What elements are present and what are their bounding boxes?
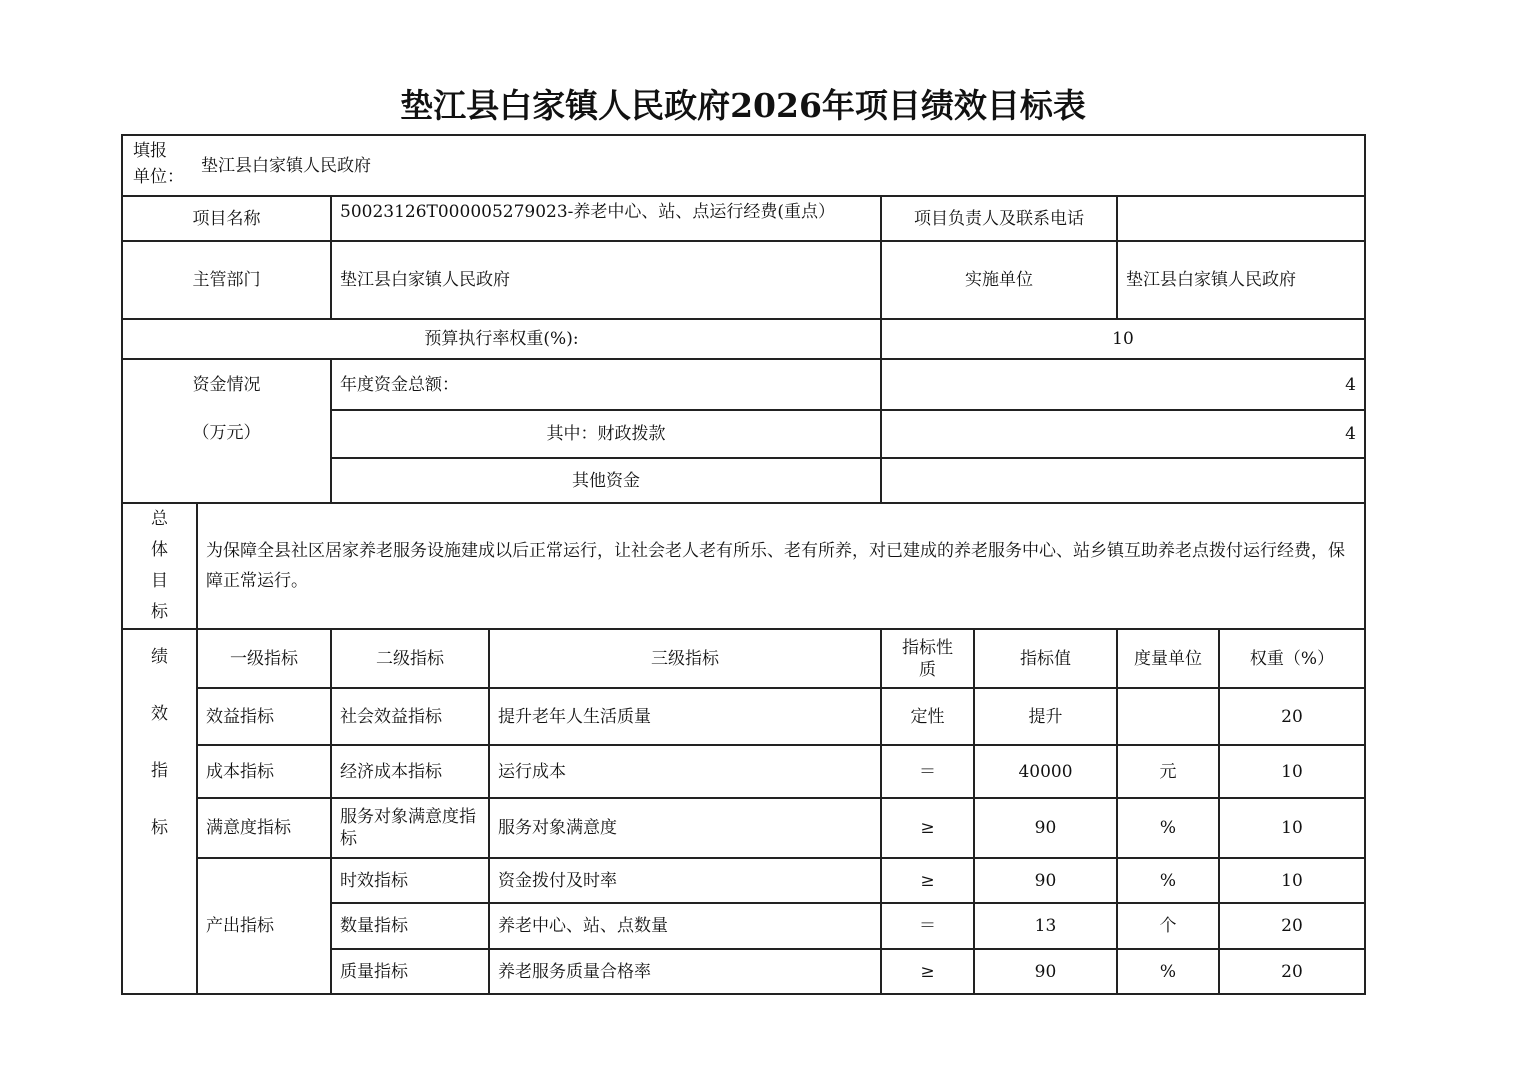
indicator-level3: 养老中心、站、点数量	[489, 903, 881, 949]
indicator-weight: 10	[1219, 798, 1365, 858]
fund-total-value: 4	[881, 359, 1365, 410]
goal-label-char: 标	[151, 602, 168, 622]
fund-fiscal-value: 4	[881, 410, 1365, 458]
department-row	[122, 241, 1365, 319]
header-level2: 二级指标	[331, 629, 489, 688]
indicator-value: 90	[974, 798, 1117, 858]
indicator-level3: 提升老年人生活质量	[489, 688, 881, 745]
project-name-value: 50023126T000005279023-养老中心、站、点运行经费(重点）	[331, 196, 881, 241]
indicator-value: 13	[974, 903, 1117, 949]
funds-unit-label: （万元）	[192, 423, 261, 443]
funds-label: 资金情况	[192, 375, 261, 395]
indicator-weight: 20	[1219, 903, 1365, 949]
indicator-unit: %	[1117, 798, 1219, 858]
indicator-level3: 运行成本	[489, 745, 881, 798]
funds-label-cell	[122, 359, 331, 503]
dept-label: 主管部门	[122, 241, 331, 319]
indicator-level1: 满意度指标	[197, 798, 331, 858]
project-name-row	[122, 196, 1365, 241]
indicator-label-cell	[122, 629, 197, 994]
budget-weight-value: 10	[881, 319, 1365, 359]
goal-label-char: 目	[151, 571, 168, 591]
indicator-unit: 个	[1117, 903, 1219, 949]
performance-target-table	[121, 134, 1366, 995]
page-title: 垫江县白家镇人民政府2026年项目绩效目标表	[400, 86, 1086, 125]
goal-label-char: 总	[151, 509, 168, 529]
indicator-level2: 数量指标	[331, 903, 489, 949]
contact-value	[1117, 196, 1365, 241]
impl-value: 垫江县白家镇人民政府	[1117, 241, 1365, 319]
indicator-level2: 社会效益指标	[331, 688, 489, 745]
impl-label: 实施单位	[881, 241, 1117, 319]
table-row	[122, 688, 1365, 745]
unit-row	[122, 135, 1365, 196]
indicator-nature: ＝	[881, 745, 974, 798]
indicator-weight: 10	[1219, 745, 1365, 798]
fund-other-value	[881, 458, 1365, 503]
fund-total-label: 年度资金总额：	[331, 359, 881, 410]
header-level3: 三级指标	[489, 629, 881, 688]
budget-weight-label: 预算执行率权重(%):	[122, 319, 881, 359]
table-row	[122, 745, 1365, 798]
indicator-label-char: 标	[151, 818, 168, 838]
indicator-level1: 产出指标	[197, 858, 331, 994]
header-value: 指标值	[974, 629, 1117, 688]
header-weight: 权重（%）	[1219, 629, 1365, 688]
header-unit: 度量单位	[1117, 629, 1219, 688]
indicator-level2: 质量指标	[331, 949, 489, 994]
fund-total-row	[122, 359, 1365, 410]
indicator-level3: 服务对象满意度	[489, 798, 881, 858]
indicator-nature: ≥	[881, 949, 974, 994]
indicator-value: 40000	[974, 745, 1117, 798]
indicator-nature: ≥	[881, 798, 974, 858]
unit-label-line1: 填报	[133, 141, 167, 161]
dept-value: 垫江县白家镇人民政府	[331, 241, 881, 319]
table-row	[122, 798, 1365, 858]
indicator-label-char: 绩	[151, 647, 168, 667]
indicator-value: 90	[974, 858, 1117, 903]
overall-goal-row	[122, 503, 1365, 629]
indicator-value: 90	[974, 949, 1117, 994]
indicator-header-row	[122, 629, 1365, 688]
contact-label: 项目负责人及联系电话	[881, 196, 1117, 241]
table-row	[122, 858, 1365, 903]
fund-fiscal-label: 其中：财政拨款	[331, 410, 881, 458]
budget-weight-row	[122, 319, 1365, 359]
fund-other-label: 其他资金	[331, 458, 881, 503]
indicator-label-char: 指	[151, 761, 168, 781]
indicator-unit: %	[1117, 858, 1219, 903]
goal-text: 为保障全县社区居家养老服务设施建成以后正常运行，让社会老人老有所乐、老有所养，对已建成的养老服务中心、站乡镇互助养老点拨付运行经费，保障正常运行。	[197, 503, 1365, 629]
project-name-label: 项目名称	[122, 196, 331, 241]
indicator-nature: ≥	[881, 858, 974, 903]
indicator-level2: 时效指标	[331, 858, 489, 903]
indicator-level3: 养老服务质量合格率	[489, 949, 881, 994]
header-level1: 一级指标	[197, 629, 331, 688]
indicator-unit	[1117, 688, 1219, 745]
indicator-level3: 资金拨付及时率	[489, 858, 881, 903]
indicator-level2: 经济成本指标	[331, 745, 489, 798]
unit-value: 垫江县白家镇人民政府	[201, 156, 371, 176]
indicator-label-char: 效	[151, 704, 168, 724]
indicator-level1: 成本指标	[197, 745, 331, 798]
goal-label-cell	[122, 503, 197, 629]
goal-label-char: 体	[151, 540, 168, 560]
indicator-level2: 服务对象满意度指标	[331, 798, 489, 858]
indicator-unit: %	[1117, 949, 1219, 994]
indicator-level1: 效益指标	[197, 688, 331, 745]
indicator-unit: 元	[1117, 745, 1219, 798]
indicator-nature: 定性	[881, 688, 974, 745]
header-nature: 指标性质	[881, 629, 974, 688]
indicator-nature: ＝	[881, 903, 974, 949]
indicator-weight: 10	[1219, 858, 1365, 903]
indicator-weight: 20	[1219, 688, 1365, 745]
unit-cell	[122, 135, 1365, 196]
unit-label-line2: 单位：	[133, 167, 184, 187]
indicator-weight: 20	[1219, 949, 1365, 994]
indicator-value: 提升	[974, 688, 1117, 745]
